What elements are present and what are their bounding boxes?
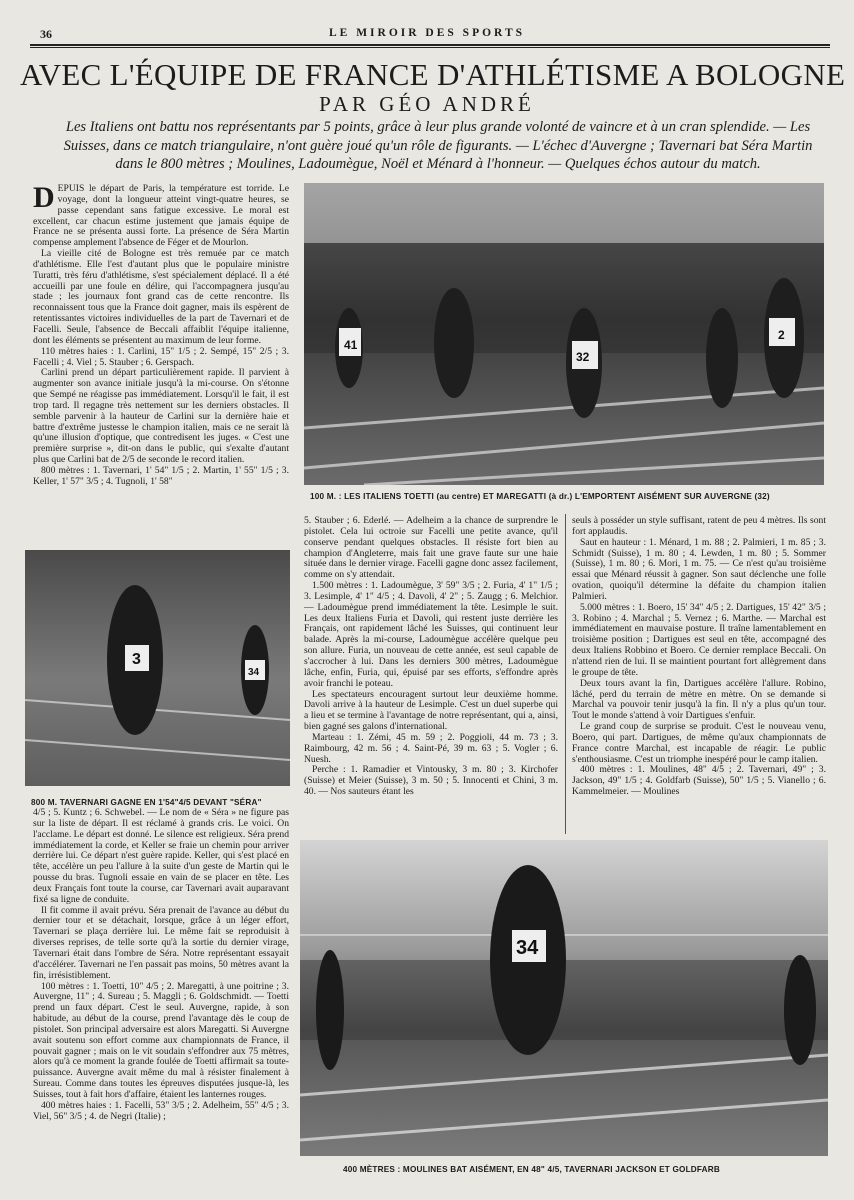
drop-cap: D [33, 184, 55, 214]
header-rule [30, 44, 830, 46]
photo-100m-image [304, 183, 824, 485]
photo-400m-image [300, 840, 828, 1156]
result-paragraph: 800 mètres : 1. Tavernari, 1' 54" 1/5 ; 2. Martin, 1' 55" 1/5 ; 3. Keller, 1' 57" 3/5 ; 4. Tugnoli, 1' 58" [33, 464, 289, 487]
bib-34: 34 [516, 937, 539, 959]
article-deck: Les Italiens ont battu nos représentants par 5 points, grâce à leur plus grande volonté de vaincre et à un cran splendide. — Les Suisses, dans ce match triangulaire, n'ont guère joué qu'un rôle de figurants. — L'échec d'Auvergne ; Tavernari bat Séra Martin dans le 800 mètres ; Moulines, Ladoumègue, Noël et Ménard à l'honneur. — Quelques échos autour du match. [63, 119, 813, 172]
result-paragraph: 400 mètres haies : 1. Facelli, 53" 3/5 ; 2. Adelheim, 55" 4/5 ; 3. Viel, 56" 3/5 ; 4. de Negri (Italie) ; [33, 1099, 289, 1122]
result-paragraph: 5.000 mètres : 1. Boero, 15' 34" 4/5 ; 2. Dartigues, 15' 42" 3/5 ; 3. Robino ; 4. Marchal ; 5. Vernez ; 6. Marthe. — Marchal est immédiatement en mauvaise posture. Il traîne lamentablement en troisième position ; Dartigues est seul en tête, accompagné des deux Italiens Robbino et Boero. Ce dernier remplace Beccali. On n'attend rien de lui. Il se maintient pourtant fort allègrement dans le groupe de tête. [572, 601, 826, 678]
result-paragraph: 100 mètres : 1. Toetti, 10" 4/5 ; 2. Maregatti, à une poitrine ; 3. Auvergne, 11" ; 4. Sureau ; 5. Maggli ; 6. Goldschmidt. — Toetti prend un faux départ. C'est le seul. Auvergne, rapide, à son habitude, au début de la course, prend l'avantage dès le coup de pistolet. Son principal adversaire est alors Maregatti. Si Auvergne avait soutenu son effort comme aux championnats de France, il pouvait gagner ; mais on le vit soudain s'effondrer aux 75 mètres, alors qu'à ce moment la grande foulée de Toetti affirmait sa toute-puissance. Auvergne avait même du mal à résister finalement à Sureau. Comme dans toutes les épreuves disputées jusque-là, les Suisses, tout à fait hors d'affaire, étaient les lanternes rouges. [33, 980, 289, 1100]
article-headline: AVEC L'ÉQUIPE DE FRANCE D'ATHLÉTISME A BOLOGNE [20, 57, 846, 92]
result-paragraph: 1.500 mètres : 1. Ladoumègue, 3' 59" 3/5 ; 2. Furia, 4' 1" 1/5 ; 3. Lesimple, 4' 1" 4/5 ; 4. Davoli, 4' 2" ; 5. Zaugg ; 6. Melchior. — Ladoumègue prend immédiatement la tête. Lesimple le suit. Les deux Italiens Furia et Davoli, qui restent juste derrière les Français, ont rapidement lâché les Suisses, qui continuent leur balade. Après la mi-course, Ladoumègue accélère quelque peu son allure. Furia, un nouveau de cette année, est seul capable de s'accrocher à lui. Dans les derniers 300 mètres, Ladoumègue lâche, enfin, Furia, qui, épuisé par ses efforts, s'effondre après avoir franchi le poteau. [304, 580, 558, 689]
result-paragraph: Saut en hauteur : 1. Ménard, 1 m. 88 ; 2. Palmieri, 1 m. 85 ; 3. Schmidt (Suisse), 1 m. 80 ; 4. Lewden, 1 m. 80 ; 5. Sommer (Suisse), 1 m. 80 ; 6. Mori, 1 m. 75. — Ce n'est qu'au troisième essai que Ménard réussit à gagner. Son saut déclenche une folle ovation, quoiqu'il détermine la défaite du champion italien Palmieri. [572, 536, 826, 602]
bib-34: 34 [248, 667, 260, 678]
photo-800m-finish [25, 550, 290, 786]
result-paragraph: 110 mètres haies : 1. Carlini, 15" 1/5 ; 2. Sempé, 15" 2/5 ; 3. Facelli ; 4. Viel ; 5. Stauber ; 6. Gerspach. [33, 345, 289, 368]
result-paragraph: 400 mètres : 1. Moulines, 48" 4/5 ; 2. Tavernari, 49" ; 3. Jackson, 49" 1/5 ; 4. Goldfarb (Suisse), 50" 1/5 ; 5. Vianello ; 6. Kammelmeier. — Moulines [572, 764, 826, 798]
photo-caption-800m: 800 M. TAVERNARI GAGNE EN 1'54"4/5 DEVANT "SÉRA" [31, 798, 262, 807]
magazine-title: LE MIROIR DES SPORTS [328, 27, 526, 39]
photo-caption-400m: 400 MÈTRES : MOULINES BAT AISÉMENT, EN 48" 4/5, TAVERNARI JACKSON ET GOLDFARB [343, 1165, 720, 1174]
paragraph: EPUIS le départ de Paris, la température est torride. Le voyage, dont la longueur atteint vingt-quatre heures, se passe cependant sans fatigue excessive. Le moral est excellent, car chacun estime justement que jamais équipe de France ne se présenta aussi forte. La présence de Séra Martin compense amplement l'absence de Féger et de Mourlon. [33, 184, 289, 249]
column-1-top [33, 184, 289, 536]
result-paragraph: Perche : 1. Ramadier et Vintousky, 3 m. 80 ; 3. Kirchofer (Suisse) et Meier (Suisse), 3 m. 50 ; 5. Innocenti et Chini, 3 m. 40. — Nos sauteurs étant les [304, 764, 558, 798]
paragraph: Carlini prend un départ particulièrement rapide. Il parvient à augmenter son avance initiale jusqu'à la mi-course. On s'étonne que Sempé ne réagisse pas immédiatement. Lorsqu'il le fait, il est trop tard. Il regagne très nettement sur les derniers obstacles. Il semble parvenir à la hauteur de Carlini sur la dernière haie et battre d'extrême justesse le champion italien, mais ce ne serait là qu'une illusion d'optique, que contredisent les juges. « C'est une première surprise », dit-on dans le public, qui s'exalte d'autant plus que Carlini bat de 2/5 de seconde le record italien. [33, 367, 289, 466]
photo-400m-finish [300, 840, 828, 1156]
paragraph: Le grand coup de surprise se produit. C'est le nouveau venu, Boero, qui part. Dartigues, de même qu'aux championnats de France contre Marchal, est incapable de réagir. Le public s'enthousiasme. C'est un triomphe inespéré pour le camp italien. [572, 721, 826, 765]
bib-41: 41 [344, 338, 358, 352]
photo-caption-100m: 100 M. : LES ITALIENS TOETTI (au centre) ET MAREGATTI (à dr.) L'EMPORTENT AISÉMENT SUR AUVERGNE (32) [310, 492, 770, 501]
result-paragraph: Marteau : 1. Zémi, 45 m. 59 ; 2. Poggioli, 44 m. 73 ; 3. Raimbourg, 42 m. 56 ; 4. Saint-Pé, 39 m. 63 ; 5. Vogler ; 6. Nuesh. [304, 731, 558, 765]
paragraph: Les spectateurs encouragent surtout leur deuxième homme. Davoli arrive à la hauteur de Lesimple. C'est un duel superbe qui a lieu et se termine à l'avantage de notre représentant, qui a, ainsi, bien gagné ses galons d'international. [304, 688, 558, 733]
column-3 [572, 516, 826, 834]
paragraph: seuls à posséder un style suffisant, ratent de peu 4 mètres. Ils sont fort applaudis. [572, 516, 826, 537]
paragraph: 5. Stauber ; 6. Ederlé. — Adelheim a la chance de surprendre le pistolet. Cela lui octroie sur Facelli une petite avance, qu'il conserve pendant quelques obstacles. Il résiste fort bien au champion d'Angleterre, mais fait une grave faute sur une haie située dans le dernier virage. Facelli gagne donc assez facilement, comme on s'y attendait. [304, 516, 558, 581]
column-separator [565, 514, 566, 834]
header-rule-thin [30, 47, 830, 48]
photo-800m-image [25, 550, 290, 786]
paragraph: 4/5 ; 5. Kuntz ; 6. Schwebel. — Le nom de « Séra » ne figure pas sur la liste de départ. Il est réclamé à grands cris. Le voici. On l'acclame. Le départ est donné. Le silence est religieux. Séra prend immédiatement la corde, et Keller se fraie un chemin pour arriver derrière lui. Ce départ n'est guère rapide. Keller, qui s'est placé en tête, accélère un peu l'allure à la suite d'un geste de Martin qui le pousse du bras. Tugnoli essaie en vain de se placer en tête. Les deux Français font toute la course, car Tavernari avait auparavant fixé sa ligne de conduite. [33, 808, 289, 905]
bib-32: 32 [576, 350, 590, 364]
article-byline: PAR GÉO ANDRÉ [319, 92, 535, 116]
page-number: 36 [40, 27, 52, 41]
column-2 [304, 516, 558, 834]
bib-3: 3 [132, 651, 141, 668]
paragraph: Il fit comme il avait prévu. Séra prenait de l'avance au début du dernier tour et se détachait, lorsque, grâce à un léger effort, Tavernari se plaça derrière lui. Le même fait se reproduisit à diverses reprises, de telle sorte qu'à la sortie du dernier virage, Tavernari était dans l'ombre de Séra. Notre représentant essayait d'accélérer. Tavernari ne l'en passait pas moins, 50 mètres avant la fin, irrésistiblement. [33, 904, 289, 981]
bib-2: 2 [778, 328, 785, 342]
photo-100m-finish [304, 183, 824, 485]
paragraph: La vieille cité de Bologne est très remuée par ce match d'athlétisme. Elle l'est d'autant plus que le populaire ministre Turatti, très féru d'athlétisme, s'est spécialement déplacé. Il a été accueilli par une foule en délire, qui l'accompagnera jusqu'au stade ; les journaux font grand cas de cette rencontre. Ils reconnaissent tous que la France doit gagner, mais ils espèrent de retentissantes victoires individuelles de la part de Tavernari et de Facelli. Seule, l'absence de Beccali affaiblit l'équipe italienne, dont les éléments se présentent au maximum de leur forme. [33, 248, 289, 346]
column-1-bottom [33, 808, 289, 1176]
paragraph: Deux tours avant la fin, Dartigues accélère l'allure. Robino, lâché, perd du terrain de mètre en mètre. On se demande si Marchal va pouvoir tenir jusqu'à la fin. Il n'y a plus qu'un tour. Tout le monde s'attend à voir Dartigues s'enfuir. [572, 677, 826, 722]
